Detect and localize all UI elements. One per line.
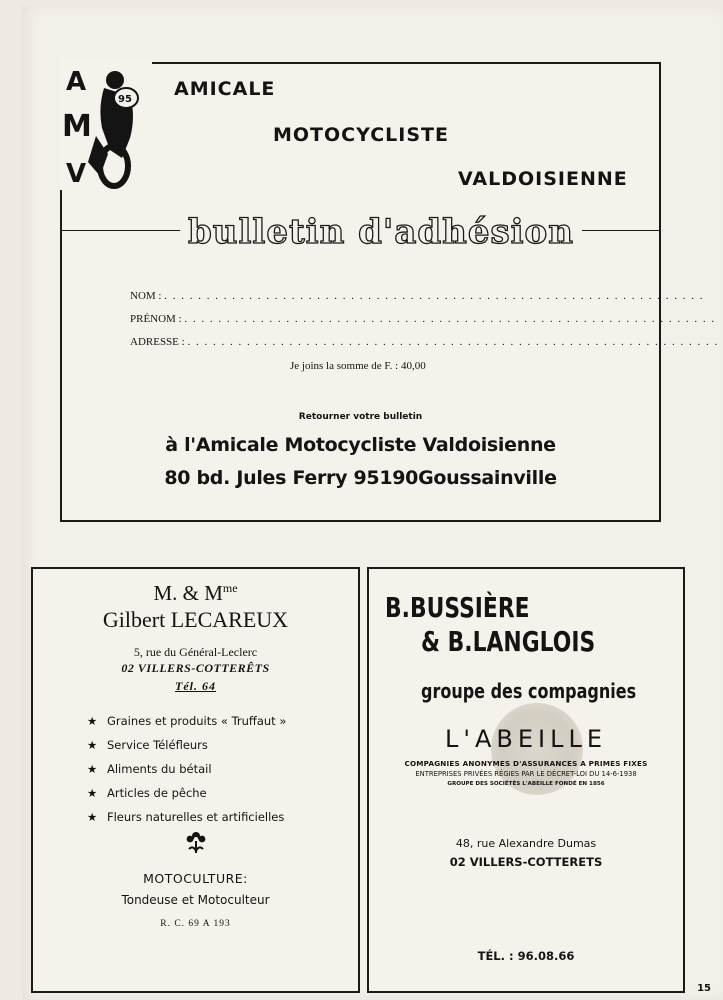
return-address-line2: 80 bd. Jules Ferry 95190Goussainville: [164, 467, 557, 489]
list-item: ★ Service Téléfleurs: [87, 738, 208, 752]
club-name-line2: MOTOCYCLISTE: [273, 124, 449, 146]
logo-letter-v: V: [66, 159, 87, 189]
form-title: bulletin d'adhésion: [180, 212, 582, 252]
club-name-line3: VALDOISIENNE: [458, 168, 628, 190]
return-address-line1: à l'Amicale Motocycliste Valdoisienne: [165, 434, 556, 456]
shop-street: 5, rue du Général-Leclerc: [133, 645, 258, 659]
agent-street: 48, rue Alexandre Dumas: [455, 837, 597, 850]
logo-letter-a: A: [66, 67, 87, 97]
nom-field[interactable]: NOM : . . . . . . . . . . . . . . . . . . . . . . . . . . . . . . . . . . . . . . . . . . . . . . . . . . . . . . . . . . . . . . . .: [130, 290, 704, 302]
insurer-brand: L'ABEILLE: [445, 725, 607, 753]
shop-city: 02 VILLERS-COTTERÊTS: [121, 661, 270, 675]
prenom-label: PRÉNOM :: [130, 313, 182, 325]
page-number: 15: [697, 983, 711, 994]
flower-icon: [33, 829, 358, 857]
prenom-field[interactable]: PRÉNOM : . . . . . . . . . . . . . . . . . . . . . . . . . . . . . . . . . . . . . . . . . . . . . . . . . . . . . . . . . . . . . . .: [130, 313, 716, 325]
owner-prefix-sup: me: [222, 581, 238, 595]
agent-group: groupe des compagnies: [421, 679, 637, 703]
shop-phone: Tél. 64: [175, 679, 216, 693]
owner-title: [33, 581, 358, 606]
product-list: [87, 709, 287, 829]
registration-number: R. C. 69 A 193: [160, 919, 231, 929]
bussiere-advert: [367, 567, 685, 993]
membership-form: [60, 62, 719, 522]
insurer-desc2: ENTREPRISES PRIVÉES RÉGIES PAR LE DÉCRET-LOI DU 14-6-1938: [415, 770, 637, 778]
agent-phone: TÉL. : 96.08.66: [477, 949, 575, 963]
adresse-field[interactable]: ADRESSE : . . . . . . . . . . . . . . . . . . . . . . . . . . . . . . . . . . . . . . . . . . . . . . . . . . . . . . . . . . . . . . .: [130, 336, 719, 348]
motoculture-desc: Tondeuse et Motoculteur: [121, 893, 270, 907]
insurer-desc3: GROUPE DES SOCIÉTÉS L'ABEILLE FONDÉ EN 1856: [447, 781, 605, 787]
list-item: ★ Aliments du bétail: [87, 762, 212, 776]
sum-text: Je joins la somme de F. : 40,00: [290, 360, 426, 372]
club-logo: [60, 58, 152, 190]
return-text: Retourner votre bulletin: [298, 412, 423, 422]
owner-name: Gilbert LECAREUX: [102, 607, 289, 632]
list-item: ★ Articles de pêche: [87, 786, 207, 800]
lecareux-advert: [31, 567, 360, 993]
agent-city: 02 VILLERS-COTTERETS: [449, 855, 603, 869]
insurer-desc1: COMPAGNIES ANONYMES D'ASSURANCES A PRIMES FIXES: [404, 759, 648, 768]
logo-letter-m: M: [62, 109, 92, 144]
motoculture-heading: MOTOCULTURE:: [143, 871, 248, 886]
nom-label: NOM :: [130, 290, 162, 302]
list-item: ★ Fleurs naturelles et artificielles: [87, 810, 285, 824]
logo-number: 95: [118, 94, 132, 105]
adresse-label: ADRESSE :: [130, 336, 185, 348]
list-item: ★ Graines et produits « Truffaut »: [87, 714, 287, 728]
agent-line1: B.BUSSIÈRE: [385, 591, 530, 624]
club-name-line1: AMICALE: [174, 78, 276, 100]
agent-line2: & B.LANGLOIS: [421, 625, 596, 658]
owner-prefix: M. & M: [153, 581, 223, 605]
